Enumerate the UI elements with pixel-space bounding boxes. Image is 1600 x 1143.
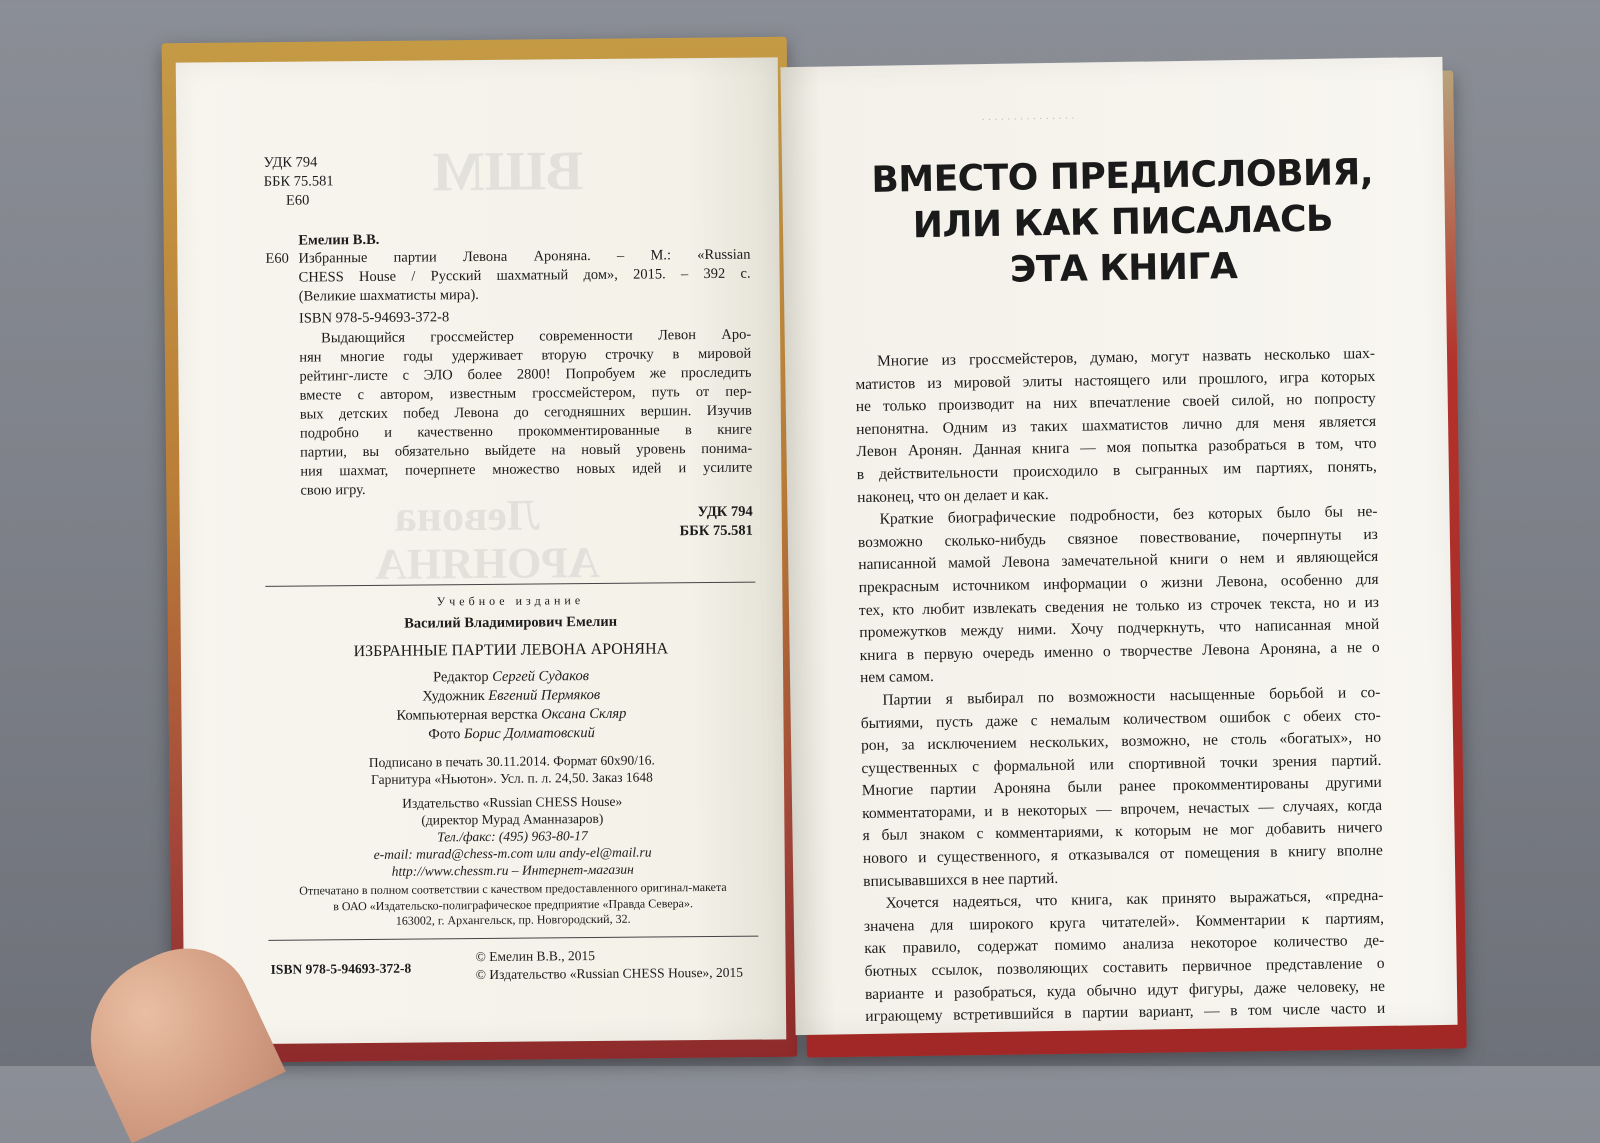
- publisher-name: Издательство «Russian CHESS House»: [402, 793, 623, 811]
- chapter-body: [855, 343, 1386, 1029]
- bbk-code: ББК 75.581: [263, 173, 334, 190]
- credit-photo: Фото Борис Долматовский: [428, 725, 595, 743]
- text-line: книга в первую очередь именно о творчестве Левона Ароняна, а не о: [859, 638, 1380, 664]
- text-line: существенных с формальной или спортивной точки зрения партий.: [861, 751, 1382, 777]
- classification-right: [601, 503, 753, 542]
- annotation-line: нян многие годы удерживает вторую строчку в мировой: [299, 345, 752, 366]
- text-line: не только производит на них впечатление своей силой, но попросту: [855, 390, 1376, 416]
- book-title: ИЗБРАННЫЕ ПАРТИИ ЛЕВОНА АРОНЯНА: [353, 640, 669, 661]
- text-line: вписывавшихся в нее партий.: [863, 869, 1059, 890]
- edition-type: Учебное издание: [436, 593, 585, 609]
- bbk-code-right: ББК 75.581: [679, 522, 753, 540]
- annotation-line: партии, вы обязательно выйдете на новый уровень понима-: [300, 440, 753, 461]
- show-through-title: Левона: [394, 490, 540, 541]
- left-page: [176, 57, 787, 1044]
- publisher-director: (директор Мурад Аманназаров): [421, 810, 604, 828]
- text-line: рон, за исключением нескольких, возможно, не столь «богатых», но: [860, 729, 1382, 755]
- text-line: Краткие биографические подробности, без которых было бы не-: [879, 503, 1378, 528]
- annotation-line: вместе с автором, известным гроссмейстером, путь от пер-: [299, 383, 752, 404]
- text-line: прекрасным источником информации о жизни Левона, особенно для: [858, 570, 1379, 597]
- bib-line: Избранные партии Левона Ароняна. – М.: «Russian: [298, 246, 751, 267]
- credit-layout: Компьютерная верстка Оксана Скляр: [396, 705, 627, 724]
- text-line: бютных ссылок, позволяющих составить первичное представление о: [864, 954, 1385, 981]
- paragraph: [857, 501, 1380, 690]
- text-line: написанной мамой Левона замечательной книги о нем и являющейся: [858, 548, 1379, 574]
- bibliographic-description: [298, 246, 751, 329]
- copyright-author: © Емелин В.В., 2015: [475, 948, 596, 965]
- text-line: Левон Аронян. Данная книга — моя попытка разобраться в том, что: [856, 435, 1377, 461]
- paragraph: [855, 343, 1377, 509]
- text-line: тех, кто любит извлекать сведения не только из строчек текста, но и из: [858, 593, 1380, 619]
- chapter-heading: [842, 150, 1404, 297]
- annotation-line: вых детских побед Левона до сегодняшних вершин. Изучив: [299, 402, 752, 423]
- heading-line: ИЛИ КАК ПИСАЛАСЬ: [912, 198, 1334, 247]
- divider: [265, 582, 755, 587]
- text-line: Партии я выбирал по возможности насыщенные борьбой и со-: [882, 683, 1381, 709]
- heading-line: ЭТА КНИГА: [1009, 246, 1238, 291]
- text-line: возможно сколько-нибудь связное повествование, почерпнуты из: [857, 525, 1378, 551]
- show-through-running-head: · · · · · · · · · · · · · · ·: [981, 112, 1075, 127]
- text-line: нем самом.: [859, 668, 934, 687]
- text-line: бытиями, пусть даже с немалым количеством ошибок с обеих сто-: [860, 706, 1381, 732]
- classification-block: [264, 153, 334, 211]
- text-line: наконец, что он делает и как.: [857, 485, 1049, 506]
- text-line: играющему встретившийся в партии вариант, — в том числе часто и: [865, 1000, 1386, 1026]
- bib-line: CHESS House / Русский шахматный дом», 2015. – 392 с.: [298, 265, 751, 286]
- text-line: в действительности происходило в сыгранных им партиях, понять,: [856, 457, 1377, 484]
- text-line: как правило, содержат помимо анализа некоторое количество де-: [864, 932, 1385, 958]
- text-line: варианте и разобраться, куда обычно идут фигуры, даже человеку, не: [864, 977, 1386, 1003]
- copyright-publisher: © Издательство «Russian CHESS House», 2015: [475, 964, 744, 983]
- text-line: я был знаком с комментариями, к которым не мог добавить ничего: [862, 819, 1383, 845]
- text-line: Хочется надеяться, что книга, как принято выражаться, «предна-: [885, 887, 1384, 912]
- credit-editor: Редактор Сергей Судаков: [433, 668, 590, 686]
- show-through-logo: ВШМ: [431, 140, 584, 204]
- credits: [266, 666, 757, 746]
- annotation-line: свою игру.: [300, 482, 366, 499]
- annotation-line: Выдающийся гроссмейстер современности Левон Аро-: [321, 326, 752, 347]
- author-code-margin: Е60: [265, 250, 289, 267]
- publisher-email: e-mail: murad@chess-m.com или andy-el@mail.ru: [373, 844, 652, 862]
- text-line: матистов из мировой элиты настоящего или прошлого, игра которых: [855, 367, 1376, 393]
- annotation-line: ния шахмат, почерпнете множество новых идей и усилите: [300, 459, 753, 480]
- heading-line: ВМЕСТО ПРЕДИСЛОВИЯ,: [871, 151, 1374, 201]
- print-details: [267, 751, 757, 789]
- author-full-name: Василий Владимирович Емелин: [404, 613, 618, 632]
- udk-code-right: УДК 794: [697, 503, 753, 521]
- right-page: [780, 57, 1457, 1035]
- paragraph: [863, 885, 1385, 1029]
- divider-bottom: [268, 936, 758, 941]
- credit-artist: Художник Евгений Пермяков: [422, 686, 601, 705]
- annotation-line: рейтинг-листе с ЭЛО более 2800! Попробуем же проследить: [299, 364, 752, 385]
- printer-line: 163002, г. Архангельск, пр. Новгородский, 32.: [395, 911, 631, 928]
- printer-line: Отпечатано в полном соответствии с качеством предоставленного оригинал-макета: [299, 879, 727, 898]
- text-line: комментаторами, и в некоторых — впрочем, нечастых — случаях, когда: [862, 796, 1383, 822]
- publisher-website: http://www.chessm.ru – Интернет-магазин: [391, 861, 634, 879]
- isbn-bottom: ISBN 978-5-94693-372-8: [270, 960, 412, 977]
- author-entry: Емелин В.В.: [298, 231, 380, 249]
- isbn-line: ISBN 978-5-94693-372-8: [298, 309, 450, 327]
- print-line: Гарнитура «Ньютон». Усл. п. л. 24,50. Заказ 1648: [371, 769, 653, 787]
- text-line: промежутков между ними. Хочу подчеркнуть, что написанная мной: [859, 616, 1380, 642]
- publisher-phone: Тел./факс: (495) 963-80-17: [437, 828, 588, 845]
- paragraph: [860, 682, 1383, 893]
- text-line: нового и существенного, я отказывался от помещения в книгу вполне: [862, 841, 1383, 868]
- text-line: Многие партии Ароняна были ранее прокомментированы другими: [861, 774, 1382, 800]
- text-line: непонятна. Одним из таких шахматистов лично для меня является: [856, 412, 1377, 438]
- text-line: значена для широкого круга читателей». Комментарии к партиям,: [863, 909, 1385, 935]
- text-line: Многие из гроссмейстеров, думаю, могут назвать несколько шах-: [876, 344, 1376, 370]
- publisher-info: [267, 792, 758, 881]
- annotation: [299, 326, 752, 501]
- bib-line: (Великие шахматисты мира).: [298, 287, 479, 305]
- show-through-title: АРОНЯНА: [374, 537, 600, 589]
- udk-code: УДК 794: [263, 154, 318, 171]
- author-code: Е60: [285, 192, 310, 209]
- annotation-line: подробно и качественно прокомментированные в книге: [299, 421, 753, 442]
- printer-line: в ОАО «Издательско-полиграфическое предприятие «Правда Севера».: [333, 895, 693, 913]
- copyright-block: [475, 946, 743, 984]
- print-line: Подписано в печать 30.11.2014. Формат 60х90/16.: [368, 752, 655, 770]
- printer-info: [268, 880, 758, 931]
